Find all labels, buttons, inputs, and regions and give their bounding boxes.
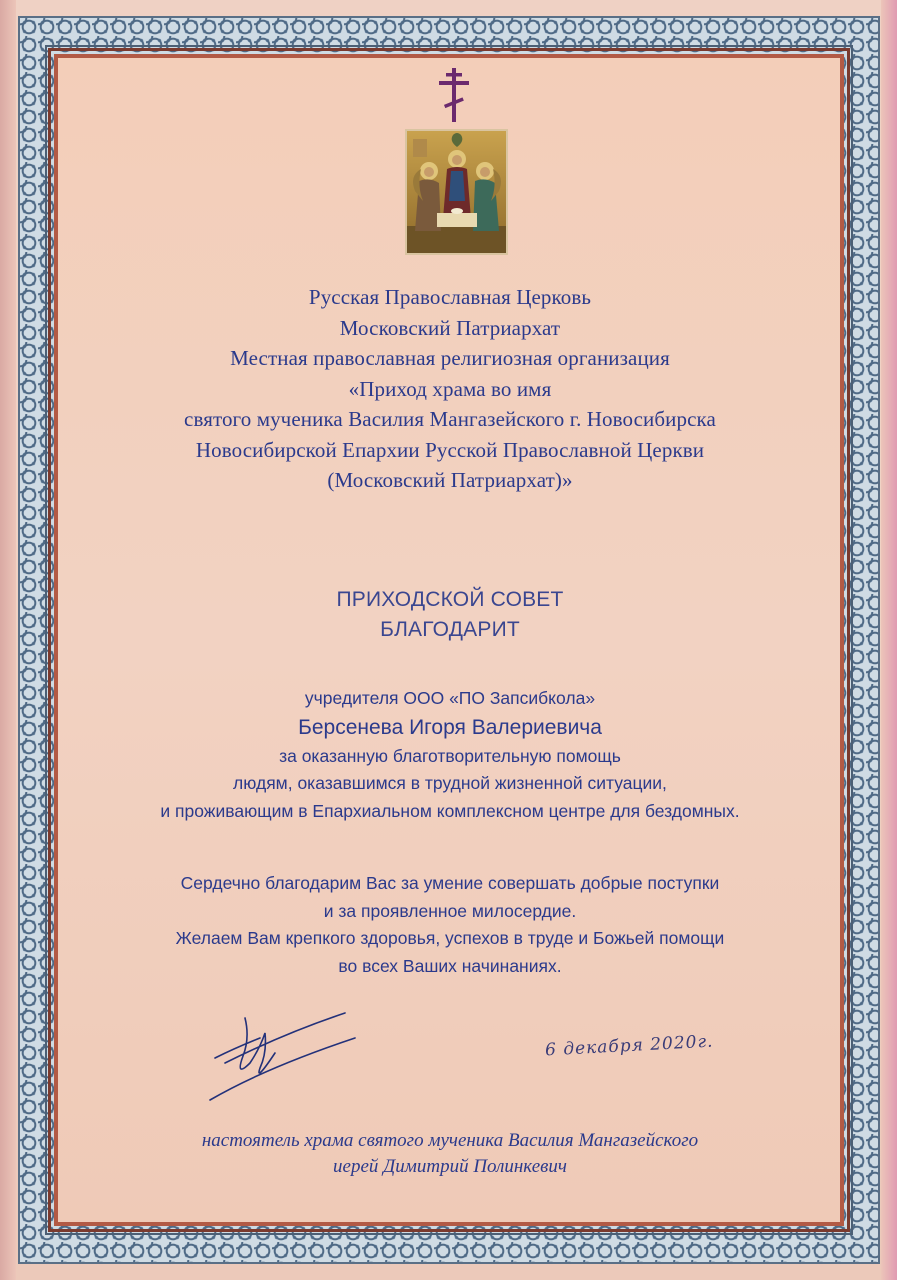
recipient-position: учредителя ООО «ПО Запсибкола» <box>304 688 596 708</box>
wishes-block <box>100 870 800 980</box>
paper-edge-right <box>881 0 897 1280</box>
header-line: Местная православная религиозная организация <box>230 346 670 370</box>
trinity-icon-image <box>405 129 508 255</box>
wishes-line: Сердечно благодарим Вас за умение совершать добрые поступки <box>180 873 720 893</box>
reason-line: людям, оказавшимся в трудной жизненной ситуации, <box>233 773 667 793</box>
certificate-title <box>100 585 800 645</box>
recipient-name: Берсенева Игоря Валериевича <box>298 715 602 739</box>
wishes-line: Желаем Вам крепкого здоровья, успехов в труде и Божьей помощи <box>175 928 725 948</box>
reason-line: и проживающим в Епархиальном комплексном центре для бездомных. <box>160 800 740 821</box>
signatory-title: настоятель храма святого мученика Василия Мангазейского <box>201 1130 699 1151</box>
reason-line: за оказанную благотворительную помощь <box>279 745 621 766</box>
header-line: «Приход храма во имя <box>348 376 552 401</box>
orthodox-cross-icon <box>437 68 471 122</box>
header-line: Новосибирской Епархии Русской Православной Церкви <box>195 437 705 462</box>
header-line: Русская Православная Церковь <box>308 285 592 309</box>
header-line: Московский Патриархат <box>339 315 561 340</box>
paper-edge-left <box>0 0 16 1280</box>
signatory-block <box>100 1128 800 1180</box>
wishes-line: во всех Ваших начинаниях. <box>338 955 562 976</box>
signatory-name: иерей Димитрий Полинкевич <box>333 1156 567 1177</box>
church-header <box>100 282 800 496</box>
signature-image <box>205 1008 360 1103</box>
header-line: святого мученика Василия Мангазейского г. Новосибирска <box>184 407 716 431</box>
title-line-1: ПРИХОДСКОЙ СОВЕТ <box>336 588 564 611</box>
date-text: 6 декабря 2020г. <box>544 1031 714 1061</box>
wishes-line: и за проявленное милосердие. <box>323 900 577 921</box>
header-line: (Московский Патриархат)» <box>327 468 573 492</box>
recipient-block <box>100 685 800 825</box>
title-line-2: БЛАГОДАРИТ <box>380 618 520 641</box>
